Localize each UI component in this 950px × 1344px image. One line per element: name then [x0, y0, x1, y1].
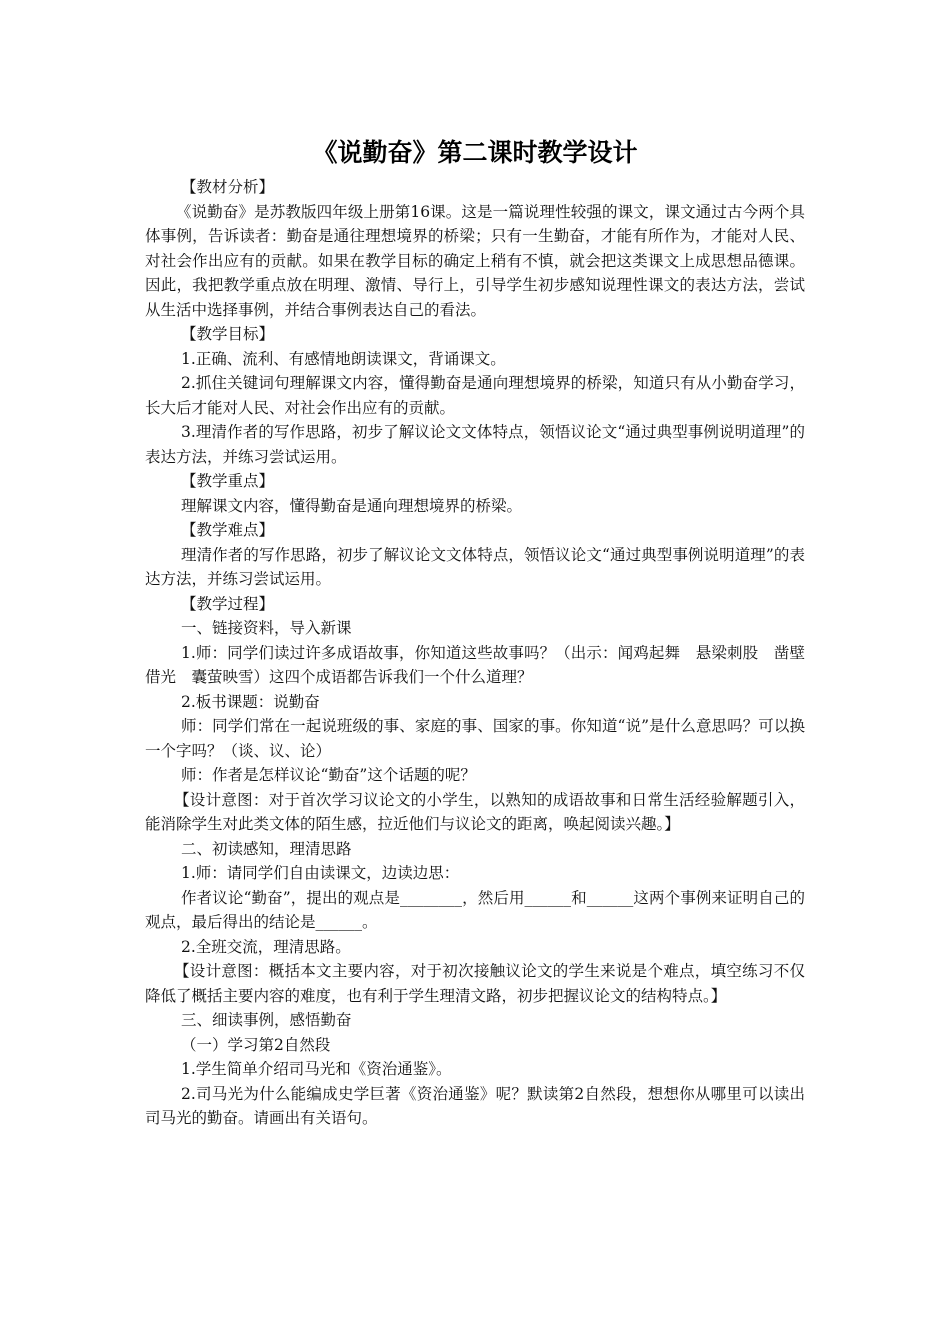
paragraph: 1.师：同学们读过许多成语故事，你知道这些故事吗？（出示：闻鸡起舞 悬梁刺股 凿壁借光 囊萤映雪）这四个成语都告诉我们一个什么道理？ [145, 643, 805, 686]
paragraph: 2.司马光为什么能编成史学巨著《资治通鉴》呢？默读第2自然段，想想你从哪里可以读出司马光的勤奋。请画出有关语句。 [145, 1084, 805, 1127]
document-title: 《说勤奋》第二课时教学设计 [312, 138, 638, 167]
paragraph: 《说勤奋》是苏教版四年级上册第16课。这是一篇说理性较强的课文，课文通过古今两个具体事例，告诉读者：勤奋是通往理想境界的桥梁；只有一生勤奋，才能有所作为，才能对人民、对社会作出应有的贡献。如果在教学目标的确定上稍有不慎，就会把这类课文上成思想品德课。因此，我把教学重点放在明理、激情、导行上，引导学生初步感知说理性课文的表达方法，尝试从生活中选择事例，并结合事例表达自己的看法。 [145, 202, 805, 319]
document-body [145, 175, 805, 1131]
paragraph: （一）学习第2自然段 [181, 1035, 331, 1054]
paragraph: 1.学生简单介绍司马光和《资治通鉴》。 [181, 1060, 452, 1078]
paragraph: 三、细读事例，感悟勤奋 [181, 1011, 352, 1029]
paragraph: 1.正确、流利、有感情地朗读课文，背诵课文。 [181, 349, 506, 368]
paragraph: 【教学目标】 [181, 325, 275, 343]
paragraph: 1.师：请同学们自由读课文，边读边思： [181, 864, 460, 882]
paragraph: 【教学难点】 [181, 521, 275, 539]
paragraph: 3.理清作者的写作思路，初步了解议论文文体特点，领悟议论文“通过典型事例说明道理”的表达方法，并练习尝试运用。 [145, 423, 805, 466]
paragraph: 【教学重点】 [181, 472, 275, 490]
paragraph: 作者议论“勤奋”，提出的观点是________，然后用______和______这两个事例来证明自己的观点，最后得出的结论是______。 [145, 888, 805, 931]
paragraph: 2.板书课题：说勤奋 [181, 692, 320, 711]
paragraph: 二、初读感知，理清思路 [181, 839, 352, 858]
paragraph: 【设计意图：概括本文主要内容，对于初次接触议论文的学生来说是个难点，填空练习不仅降低了概括主要内容的难度，也有利于学生理清文路，初步把握议论文的结构特点。】 [145, 962, 805, 1005]
paragraph: 2.抓住关键词句理解课文内容，懂得勤奋是通向理想境界的桥梁，知道只有从小勤奋学习，长大后才能对人民、对社会作出应有的贡献。 [145, 374, 805, 417]
paragraph: 【教学过程】 [181, 594, 275, 613]
paragraph: 师：作者是怎样议论“勤奋”这个话题的呢？ [181, 766, 476, 784]
paragraph: 【教材分析】 [181, 178, 275, 196]
paragraph: 【设计意图：对于首次学习议论文的小学生，以熟知的成语故事和日常生活经验解题引入，能消除学生对此类文体的陌生感，拉近他们与议论文的距离，唤起阅读兴趣。】 [145, 790, 805, 833]
paragraph: 理解课文内容，懂得勤奋是通向理想境界的桥梁。 [181, 496, 523, 515]
paragraph: 一、链接资料，导入新课 [181, 619, 352, 637]
paragraph: 2.全班交流，理清思路。 [181, 937, 351, 956]
paragraph: 师：同学们常在一起说班级的事、家庭的事、国家的事。你知道“说”是什么意思吗？可以换一个字吗？（谈、议、论） [145, 717, 805, 760]
paragraph: 理清作者的写作思路，初步了解议论文文体特点，领悟议论文“通过典型事例说明道理”的表达方法，并练习尝试运用。 [145, 545, 805, 588]
